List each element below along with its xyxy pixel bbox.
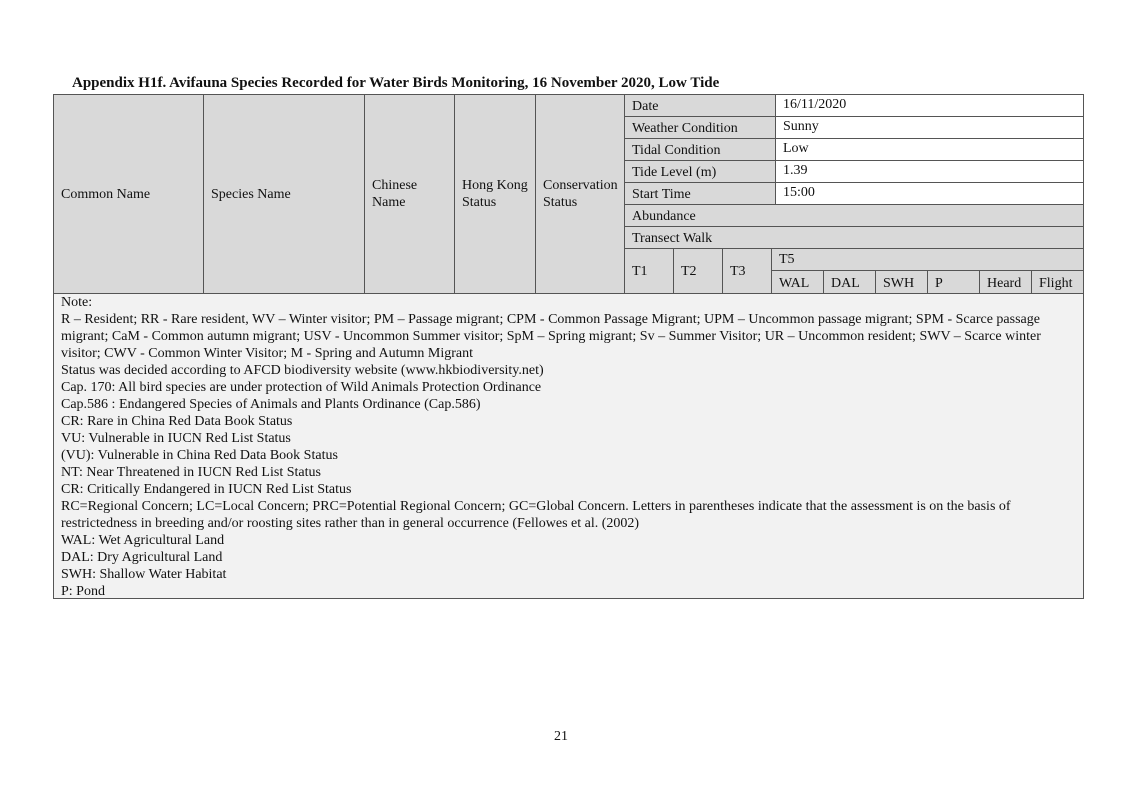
note-status-source: Status was decided according to AFCD biodiversity website (www.hkbiodiversity.net) bbox=[61, 363, 544, 378]
note-vu-iucn: VU: Vulnerable in IUCN Red List Status bbox=[61, 431, 291, 446]
note-p: P: Pond bbox=[61, 584, 105, 599]
info-value-weather: Sunny bbox=[775, 116, 1084, 139]
note-cr-iucn: CR: Critically Endangered in IUCN Red List Status bbox=[61, 482, 352, 497]
info-label-tide-level: Tide Level (m) bbox=[624, 160, 776, 183]
header-chinese-name: Chinese Name bbox=[364, 94, 455, 294]
info-label-date: Date bbox=[624, 94, 776, 117]
transect-t1: T1 bbox=[624, 248, 674, 294]
transect-t2: T2 bbox=[673, 248, 723, 294]
header-hk-status: Hong Kong Status bbox=[454, 94, 536, 294]
info-value-tidal-condition: Low bbox=[775, 138, 1084, 161]
abundance-header: Abundance bbox=[624, 204, 1084, 227]
note-vu-china: (VU): Vulnerable in China Red Data Book Status bbox=[61, 448, 338, 463]
page-number: 21 bbox=[554, 729, 568, 744]
info-value-date: 16/11/2020 bbox=[775, 94, 1084, 117]
header-species-name: Species Name bbox=[203, 94, 365, 294]
appendix-title: Appendix H1f. Avifauna Species Recorded for Water Birds Monitoring, 16 November 2020, Low Tide bbox=[72, 75, 720, 91]
info-value-start-time: 15:00 bbox=[775, 182, 1084, 205]
header-conservation-status: Conservation Status bbox=[535, 94, 625, 294]
t5-col-wal: WAL bbox=[771, 270, 824, 294]
t5-col-flight: Flight bbox=[1031, 270, 1084, 294]
info-label-tidal-condition: Tidal Condition bbox=[624, 138, 776, 161]
note-cr-china: CR: Rare in China Red Data Book Status bbox=[61, 414, 293, 429]
note-dal: DAL: Dry Agricultural Land bbox=[61, 550, 223, 565]
species-table bbox=[53, 94, 1084, 599]
t5-col-p: P bbox=[927, 270, 980, 294]
transect-walk-header: Transect Walk bbox=[624, 226, 1084, 249]
info-label-weather: Weather Condition bbox=[624, 116, 776, 139]
notes-section bbox=[53, 293, 1084, 599]
note-cap170: Cap. 170: All bird species are under protection of Wild Animals Protection Ordinance bbox=[61, 380, 542, 395]
info-value-tide-level: 1.39 bbox=[775, 160, 1084, 183]
note-status-codes: R – Resident; RR - Rare resident, WV – Winter visitor; PM – Passage migrant; CPM - Common Passage Migrant; UPM – Uncommon passage migrant; SPM - Scarce passage migrant; CaM - Common autumn migrant; USV - Uncommon Summer visitor; SpM – Spring migrant; Sv – Summer Visitor; UR – Uncommon resident; SWV – Scarce winter visitor; CWV - Common Winter Visitor; M - Spring and Autumn Migrant bbox=[61, 312, 1041, 361]
header-common-name: Common Name bbox=[53, 94, 204, 294]
note-cap586: Cap.586 : Endangered Species of Animals and Plants Ordinance (Cap.586) bbox=[61, 397, 481, 412]
note-concern-codes: RC=Regional Concern; LC=Local Concern; PRC=Potential Regional Concern; GC=Global Concern. Letters in parentheses indicate that the assessment is on the basis of restrictedness in breeding and/or roosting sites rather than in general occurrence (Fellowes et al. (2002) bbox=[61, 499, 1011, 531]
note-swh: SWH: Shallow Water Habitat bbox=[61, 567, 227, 582]
t5-col-heard: Heard bbox=[979, 270, 1032, 294]
info-label-start-time: Start Time bbox=[624, 182, 776, 205]
note-heading: Note: bbox=[61, 295, 93, 310]
t5-col-dal: DAL bbox=[823, 270, 876, 294]
note-wal: WAL: Wet Agricultural Land bbox=[61, 533, 225, 548]
transect-t5: T5 bbox=[771, 248, 1084, 271]
note-nt-iucn: NT: Near Threatened in IUCN Red List Status bbox=[61, 465, 321, 480]
transect-t3: T3 bbox=[722, 248, 772, 294]
t5-col-swh: SWH bbox=[875, 270, 928, 294]
